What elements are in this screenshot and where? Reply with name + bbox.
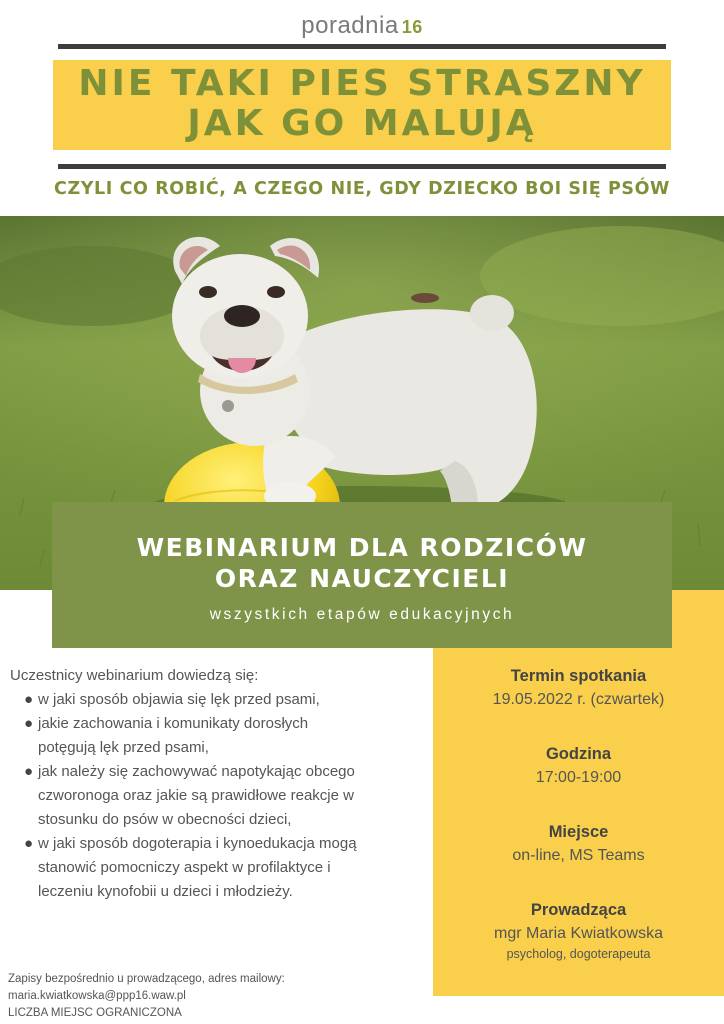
place-value: on-line, MS Teams: [512, 847, 645, 864]
date-label: Termin spotkania: [510, 667, 647, 685]
bullet-icon: ●: [24, 715, 34, 732]
footer: [8, 971, 428, 1022]
footer-limited-seats: LICZBA MIEJSC OGRANICZONA: [8, 1007, 182, 1019]
date-value: 19.05.2022 r. (czwartek): [492, 691, 665, 708]
list-item: [24, 832, 430, 904]
title-box: [53, 60, 671, 150]
webinar-box: [52, 502, 672, 648]
list-item: [24, 688, 430, 712]
date-block: [433, 667, 724, 709]
host-block: [433, 901, 724, 961]
webinar-line-2: ORAZ NAUCZYCIELI: [214, 564, 510, 593]
list-item-text: jak należy się zachowywać napotykając obcego czworonoga oraz jakie są prawidłowe reakcje w stosunku do psów w obecności dzieci,: [38, 763, 355, 828]
place-block: [433, 823, 724, 865]
list-item-text: jakie zachowania i komunikaty dorosłych potęgują lęk przed psami,: [38, 715, 309, 756]
place-label: Miejsce: [548, 823, 609, 841]
footer-signup-text: Zapisy bezpośrednio u prowadzącego, adres mailowy:: [8, 973, 285, 985]
subtitle: CZYLI CO ROBIĆ, A CZEGO NIE, GDY DZIECKO BOI SIĘ PSÓW: [54, 179, 670, 199]
footer-email-link[interactable]: maria.kwiatkowska@ppp16.waw.pl: [8, 990, 186, 1002]
top-rule: [58, 44, 666, 49]
time-value: 17:00-19:00: [535, 769, 622, 786]
webinar-line-1: WEBINARIUM DLA RODZICÓW: [136, 533, 588, 562]
logo-text: poradnia: [301, 12, 399, 39]
bullet-list: [24, 688, 430, 904]
list-item-text: w jaki sposób dogoterapia i kynoedukacja mogą stanowić pomocniczy aspekt w profilaktyce i leczeniu kynofobii u dzieci i młodzieży.: [38, 835, 357, 900]
bullet-icon: ●: [24, 691, 34, 708]
list-item-text: w jaki sposób objawia się lęk przed psami,: [38, 691, 320, 708]
content-list: [10, 664, 430, 904]
time-block: [433, 745, 724, 787]
logo-number: 16: [401, 17, 423, 37]
time-label: Godzina: [545, 745, 612, 763]
content-intro: Uczestnicy webinarium dowiedzą się:: [10, 667, 259, 684]
title-line-2: JAK GO MALUJĄ: [187, 103, 537, 144]
host-label: Prowadząca: [530, 901, 627, 919]
webinar-subtitle: wszystkich etapów edukacyjnych: [209, 606, 515, 623]
host-role: psycholog, dogoterapeuta: [506, 947, 651, 961]
list-item: [24, 760, 430, 832]
list-item: [24, 712, 430, 760]
bottom-rule: [58, 164, 666, 169]
host-name: mgr Maria Kwiatkowska: [494, 925, 663, 942]
title-line-1: NIE TAKI PIES STRASZNY: [78, 63, 646, 104]
bullet-icon: ●: [24, 763, 34, 780]
logo: [0, 12, 724, 40]
bullet-icon: ●: [24, 835, 34, 852]
